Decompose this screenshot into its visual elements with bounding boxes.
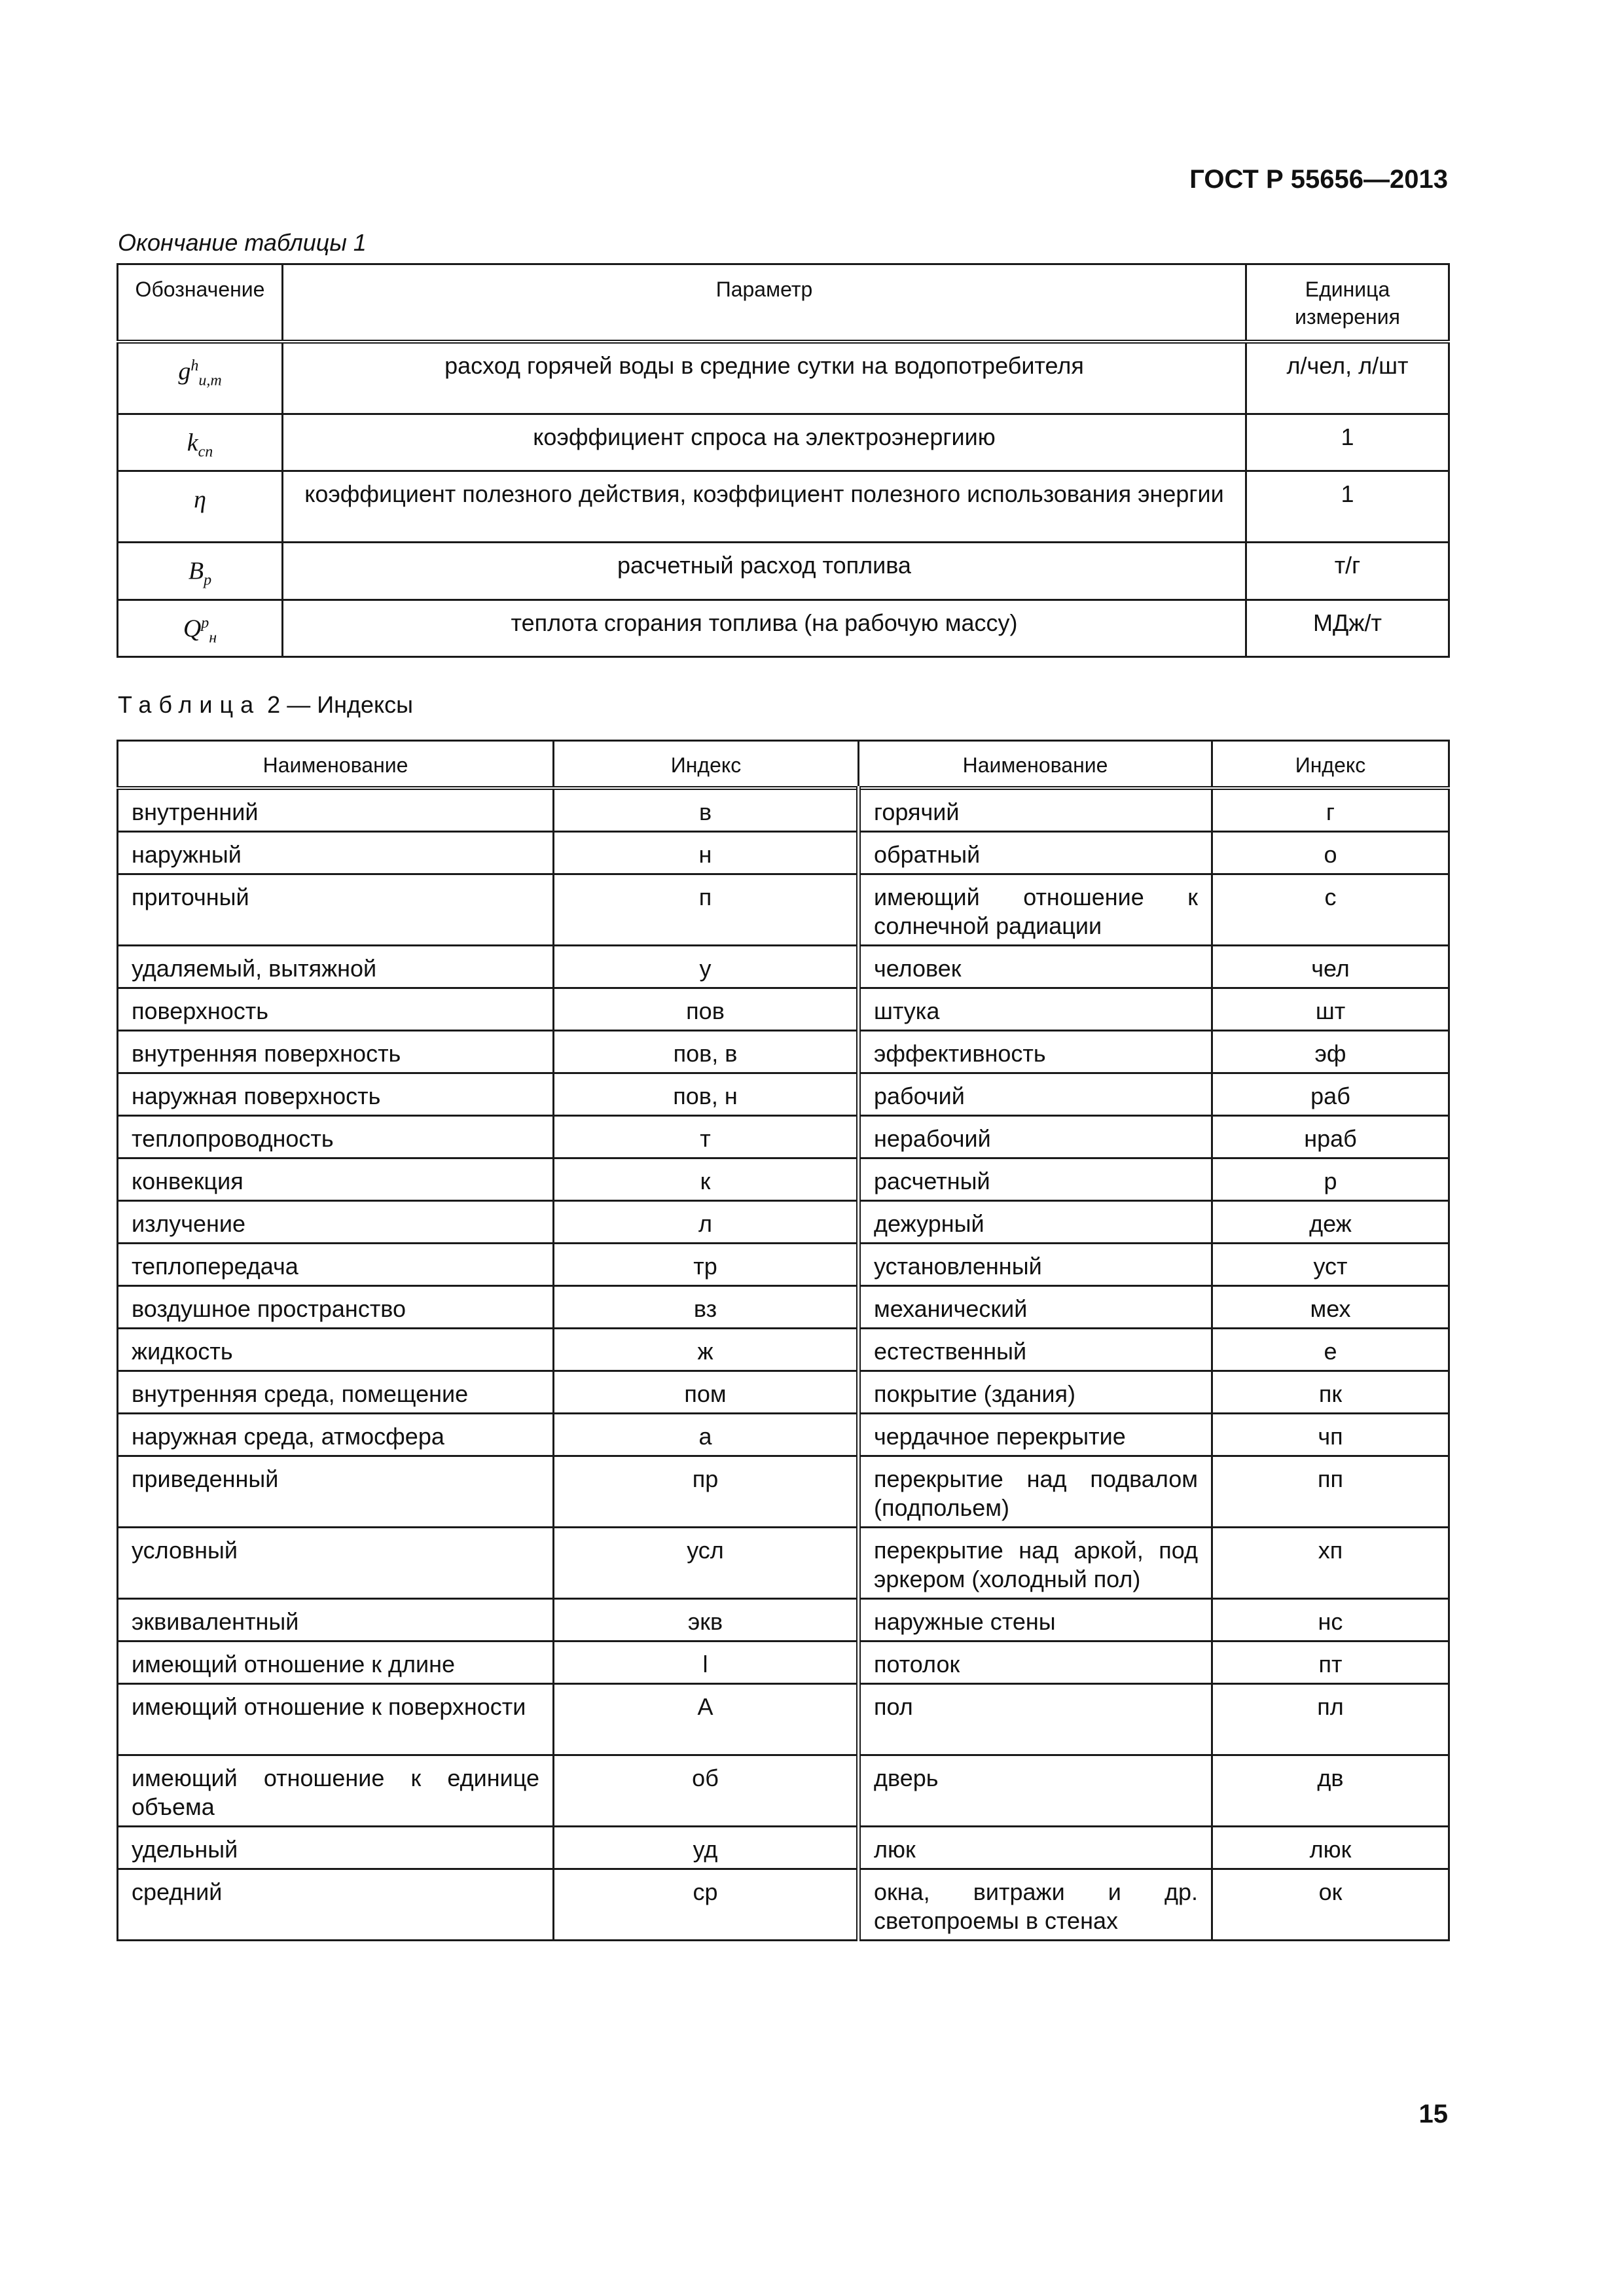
table-row <box>118 600 1449 656</box>
page-number: 15 <box>1418 2100 1448 2128</box>
symbol-main: Q <box>183 615 202 643</box>
name-cell-right: наружные стены <box>859 1599 1212 1641</box>
index-cell-left: А <box>554 1684 859 1755</box>
table-header-row <box>118 741 1449 789</box>
index-cell-right: шт <box>1212 988 1449 1031</box>
table-row <box>118 414 1449 471</box>
index-cell-left: н <box>554 832 859 874</box>
name-cell-right: дверь <box>859 1755 1212 1827</box>
unit-cell: 1 <box>1246 471 1449 543</box>
header-index-left: Индекс <box>554 741 859 789</box>
name-cell-right: перекрытие над подвалом (подпольем) <box>859 1456 1212 1528</box>
index-cell-left: пр <box>554 1456 859 1528</box>
symbols-table <box>117 263 1450 658</box>
symbol-superscript: р <box>201 614 209 632</box>
name-cell-left: излучение <box>118 1201 554 1244</box>
parameter-cell: расчетный расход топлива <box>283 543 1246 600</box>
parameter-cell: коэффициент полезного действия, коэффициент полезного использования энергии <box>283 471 1246 543</box>
table-row <box>118 1031 1449 1073</box>
table-row <box>118 1329 1449 1371</box>
name-cell-right: эффективность <box>859 1031 1212 1073</box>
table-row <box>118 1201 1449 1244</box>
index-cell-left: п <box>554 874 859 946</box>
name-cell-left: приточный <box>118 874 554 946</box>
header-name-right: Наименование <box>859 741 1212 789</box>
symbol-cell <box>118 543 283 600</box>
table-row <box>118 1286 1449 1329</box>
table-row <box>118 832 1449 874</box>
parameter-cell: коэффициент спроса на электроэнергиию <box>283 414 1246 471</box>
symbol-cell <box>118 342 283 414</box>
table-row <box>118 1869 1449 1941</box>
table-row <box>118 1456 1449 1528</box>
index-cell-left: к <box>554 1158 859 1201</box>
name-cell-left: внутренний <box>118 788 554 832</box>
index-cell-left: у <box>554 946 859 988</box>
table-row <box>118 1371 1449 1414</box>
symbol-main: η <box>194 486 206 514</box>
unit-cell: т/г <box>1246 543 1449 600</box>
table1-caption: Окончание таблицы 1 <box>118 229 367 256</box>
name-cell-left: наружный <box>118 832 554 874</box>
symbol-cell <box>118 414 283 471</box>
index-cell-left: уд <box>554 1827 859 1869</box>
index-cell-right: нраб <box>1212 1116 1449 1158</box>
name-cell-left: имеющий отношение к единице объема <box>118 1755 554 1827</box>
symbol-cell <box>118 600 283 656</box>
parameter-cell: теплота сгорания топлива (на рабочую массу) <box>283 600 1246 656</box>
symbol-cell <box>118 471 283 543</box>
name-cell-right: штука <box>859 988 1212 1031</box>
name-cell-right: расчетный <box>859 1158 1212 1201</box>
name-cell-left: удельный <box>118 1827 554 1869</box>
name-cell-left: теплопроводность <box>118 1116 554 1158</box>
symbol-subscript: u,m <box>198 372 222 389</box>
name-cell-right: перекрытие над аркой, под эркером (холодный пол) <box>859 1528 1212 1599</box>
name-cell-right: человек <box>859 946 1212 988</box>
header-unit: Единица измерения <box>1246 264 1449 342</box>
name-cell-right: люк <box>859 1827 1212 1869</box>
index-cell-right: дв <box>1212 1755 1449 1827</box>
index-cell-right: пп <box>1212 1456 1449 1528</box>
name-cell-left: приведенный <box>118 1456 554 1528</box>
name-cell-right: обратный <box>859 832 1212 874</box>
name-cell-right: окна, витражи и др. светопроемы в стенах <box>859 1869 1212 1941</box>
table-row <box>118 988 1449 1031</box>
unit-cell: л/чел, л/шт <box>1246 342 1449 414</box>
index-cell-right: уст <box>1212 1244 1449 1286</box>
table-row <box>118 1641 1449 1684</box>
index-cell-left: тр <box>554 1244 859 1286</box>
index-cell-left: л <box>554 1201 859 1244</box>
table-row <box>118 1755 1449 1827</box>
table-row <box>118 1827 1449 1869</box>
symbol-main: B <box>188 557 204 585</box>
name-cell-right: рабочий <box>859 1073 1212 1116</box>
index-cell-right: деж <box>1212 1201 1449 1244</box>
table-row <box>118 874 1449 946</box>
index-cell-right: р <box>1212 1158 1449 1201</box>
table-row <box>118 1684 1449 1755</box>
index-cell-right: г <box>1212 788 1449 832</box>
name-cell-left: имеющий отношение к длине <box>118 1641 554 1684</box>
index-cell-right: люк <box>1212 1827 1449 1869</box>
index-cell-right: чел <box>1212 946 1449 988</box>
name-cell-left: конвекция <box>118 1158 554 1201</box>
symbol-superscript: h <box>190 357 199 374</box>
index-cell-left: ж <box>554 1329 859 1371</box>
table-header-row <box>118 264 1449 342</box>
symbol-subscript: н <box>209 628 217 646</box>
table-row <box>118 1244 1449 1286</box>
table-row <box>118 1073 1449 1116</box>
index-cell-left: в <box>554 788 859 832</box>
document-id: ГОСТ Р 55656—2013 <box>1189 165 1448 194</box>
name-cell-left: жидкость <box>118 1329 554 1371</box>
name-cell-left: удаляемый, вытяжной <box>118 946 554 988</box>
name-cell-right: горячий <box>859 788 1212 832</box>
table-row <box>118 1116 1449 1158</box>
name-cell-left: имеющий отношение к поверхности <box>118 1684 554 1755</box>
name-cell-left: теплопередача <box>118 1244 554 1286</box>
symbol-subscript: р <box>204 571 212 589</box>
table-row <box>118 543 1449 600</box>
table2-caption <box>118 691 413 719</box>
index-cell-left: пов, н <box>554 1073 859 1116</box>
index-cell-right: о <box>1212 832 1449 874</box>
name-cell-right: чердачное перекрытие <box>859 1414 1212 1456</box>
name-cell-right: естественный <box>859 1329 1212 1371</box>
index-cell-right: пл <box>1212 1684 1449 1755</box>
table2-caption-title: 2 — Индексы <box>267 691 414 718</box>
index-cell-left: т <box>554 1116 859 1158</box>
header-name-left: Наименование <box>118 741 554 789</box>
table-row <box>118 1414 1449 1456</box>
table-row <box>118 946 1449 988</box>
header-index-right: Индекс <box>1212 741 1449 789</box>
unit-cell: МДж/т <box>1246 600 1449 656</box>
name-cell-right: имеющий отношение к солнечной радиации <box>859 874 1212 946</box>
index-cell-right: хп <box>1212 1528 1449 1599</box>
index-cell-left: пов <box>554 988 859 1031</box>
table-row <box>118 788 1449 832</box>
name-cell-right: пол <box>859 1684 1212 1755</box>
table-row <box>118 342 1449 414</box>
name-cell-right: механический <box>859 1286 1212 1329</box>
table-row <box>118 1528 1449 1599</box>
index-cell-right: мех <box>1212 1286 1449 1329</box>
index-cell-left: экв <box>554 1599 859 1641</box>
name-cell-left: наружная поверхность <box>118 1073 554 1116</box>
table-row <box>118 1599 1449 1641</box>
name-cell-left: воздушное пространство <box>118 1286 554 1329</box>
name-cell-left: внутренняя среда, помещение <box>118 1371 554 1414</box>
name-cell-left: поверхность <box>118 988 554 1031</box>
index-cell-left: l <box>554 1641 859 1684</box>
index-cell-right: пк <box>1212 1371 1449 1414</box>
name-cell-left: средний <box>118 1869 554 1941</box>
index-cell-right: нс <box>1212 1599 1449 1641</box>
index-cell-right: пт <box>1212 1641 1449 1684</box>
index-cell-right: ок <box>1212 1869 1449 1941</box>
table-row <box>118 1158 1449 1201</box>
index-cell-left: об <box>554 1755 859 1827</box>
name-cell-left: эквивалентный <box>118 1599 554 1641</box>
index-cell-left: вз <box>554 1286 859 1329</box>
index-cell-right: е <box>1212 1329 1449 1371</box>
index-cell-left: пом <box>554 1371 859 1414</box>
index-cell-left: пов, в <box>554 1031 859 1073</box>
index-cell-left: ср <box>554 1869 859 1941</box>
symbol-subscript: сп <box>198 443 213 461</box>
table-row <box>118 471 1449 543</box>
name-cell-left: внутренняя поверхность <box>118 1031 554 1073</box>
name-cell-right: покрытие (здания) <box>859 1371 1212 1414</box>
index-cell-right: раб <box>1212 1073 1449 1116</box>
name-cell-right: нерабочий <box>859 1116 1212 1158</box>
name-cell-left: наружная среда, атмосфера <box>118 1414 554 1456</box>
name-cell-right: установленный <box>859 1244 1212 1286</box>
table2-caption-word: Таблица <box>118 691 261 718</box>
name-cell-left: условный <box>118 1528 554 1599</box>
parameter-cell: расход горячей воды в средние сутки на водопотребителя <box>283 342 1246 414</box>
index-cell-right: чп <box>1212 1414 1449 1456</box>
symbol-main: k <box>187 429 198 457</box>
header-designation: Обозначение <box>118 264 283 342</box>
name-cell-right: потолок <box>859 1641 1212 1684</box>
index-cell-right: эф <box>1212 1031 1449 1073</box>
name-cell-right: дежурный <box>859 1201 1212 1244</box>
index-cell-left: усл <box>554 1528 859 1599</box>
unit-cell: 1 <box>1246 414 1449 471</box>
header-parameter: Параметр <box>283 264 1246 342</box>
symbol-main: g <box>178 357 191 386</box>
indexes-table <box>117 740 1450 1941</box>
index-cell-right: с <box>1212 874 1449 946</box>
index-cell-left: а <box>554 1414 859 1456</box>
